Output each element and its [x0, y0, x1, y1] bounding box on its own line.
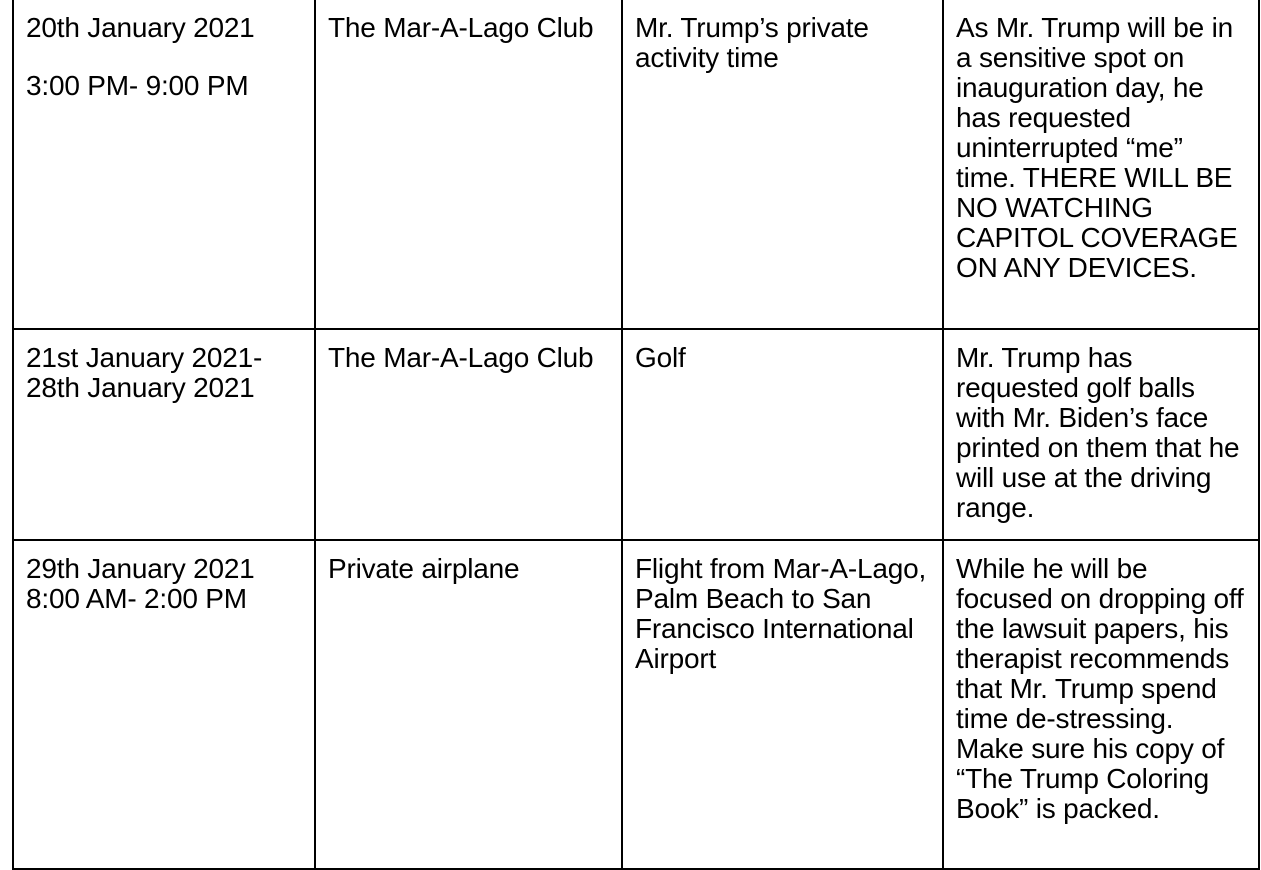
activity-cell: Flight from Mar-A-Lago, Palm Beach to San Francisco International Airport — [622, 540, 943, 869]
activity-cell: Golf — [622, 329, 943, 540]
time-text: 3:00 PM- 9:00 PM — [26, 70, 249, 101]
time-text: 8:00 AM- 2:00 PM — [26, 583, 247, 614]
date-end-text: 28th January 2021 — [26, 372, 255, 403]
activity-cell: Mr. Trump’s private activity time — [622, 0, 943, 329]
date-text: 20th January 2021 — [26, 12, 255, 43]
schedule-table — [12, 0, 1260, 870]
date-time-cell — [13, 540, 315, 869]
date-time-cell — [13, 0, 315, 329]
notes-cell: While he will be focused on dropping off the lawsuit papers, his therapist recommends that Mr. Trump spend time de-stressing. Make sure his copy of “The Trump Coloring Book” is packed. — [943, 540, 1259, 869]
location-cell: The Mar-A-Lago Club — [315, 0, 622, 329]
location-cell: Private airplane — [315, 540, 622, 869]
date-start-text: 21st January 2021- — [26, 342, 263, 373]
date-time-cell — [13, 329, 315, 540]
location-cell: The Mar-A-Lago Club — [315, 329, 622, 540]
table-row — [13, 540, 1259, 869]
table-row — [13, 0, 1259, 329]
date-text: 29th January 2021 — [26, 553, 255, 584]
notes-cell: As Mr. Trump will be in a sensitive spot on inauguration day, he has requested uninterrupted “me” time. THERE WILL BE NO WATCHING CAPITOL COVERAGE ON ANY DEVICES. — [943, 0, 1259, 329]
table-row — [13, 329, 1259, 540]
notes-cell: Mr. Trump has requested golf balls with Mr. Biden’s face printed on them that he will use at the driving range. — [943, 329, 1259, 540]
